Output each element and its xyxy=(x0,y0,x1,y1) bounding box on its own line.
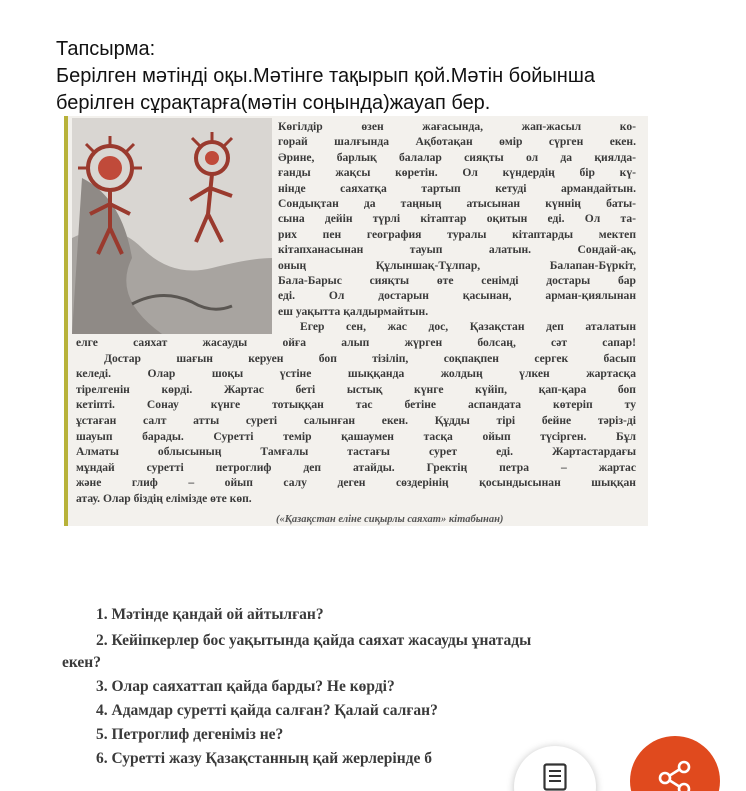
book-text-line: Алматы облысының Тамғалы тастағы сурет еді. Жартастардағы xyxy=(76,445,636,459)
book-text-line: Бала-Барыс сияқты өте сенімді достары бар xyxy=(278,274,636,287)
book-text-line: атау. Олар біздің елімізде өте көп. xyxy=(76,492,252,505)
book-text-line: ғанды жақсы көретін. Ол күндердің бір кү- xyxy=(278,166,636,180)
textbook-page-image xyxy=(64,116,648,526)
book-text-line: кетіпті. Сонау күнге тотыққан тас бетіне аспандата көтеріп ту xyxy=(76,398,636,412)
question-item: 3. Олар саяхаттап қайда барды? Не көрді? xyxy=(96,678,395,695)
task-instruction-line-1: Берілген мәтінді оқы.Мәтінге тақырып қой.Мәтін бойынша xyxy=(56,65,596,87)
book-text-line: Көгілдір өзен жағасында, жап-жасыл ко- xyxy=(278,120,636,133)
document-button[interactable] xyxy=(514,746,596,791)
share-button[interactable] xyxy=(630,736,720,791)
book-text-line: Әрине, барлық балалар сияқты ол да қиялда- xyxy=(278,150,636,164)
book-text-line: және глиф – ойып салу деген сөздерінің қосындысынан шыққан xyxy=(76,476,636,490)
question-item: 6. Суретті жазу Қазақстанның қай жерлерінде б xyxy=(96,750,432,767)
question-item: 2. Кейіпкерлер бос уақытында қайда саяхат жасауды ұнатады xyxy=(96,632,532,649)
book-text-line: шауып барады. Суретті темір қашаумен тасқа ойып түсірген. Бұл xyxy=(76,429,636,443)
book-text-line: ұстаған салт атты суреті салынған екен. Құдды тірі бейне тәріз-ді xyxy=(76,414,636,427)
book-text-line: елге саяхат жасауды ойға алып жүрген болсаң, сәт сапар! xyxy=(76,336,636,349)
book-text-line: келеді. Олар шоқы үстіне шыққанда жолдың үлкен жартасқа xyxy=(76,367,636,381)
document-icon xyxy=(543,763,567,791)
task-header xyxy=(56,36,716,117)
book-text-line: оның Құлыншақ-Тұлпар, Балапан-Бүркіт, xyxy=(278,258,636,272)
book-text-line: кітапханасынан тауып алатын. Сондай-ақ, xyxy=(278,243,636,257)
book-text-line: рих пен география туралы кітаптарды мектеп xyxy=(278,227,636,241)
question-item: 4. Адамдар суретті қайда салған? Қалай салған? xyxy=(96,702,438,719)
book-text-line: еді. Ол достарын қасынан, арман-қиялынан xyxy=(278,289,636,303)
book-source-citation: («Қазақстан еліне сиқырлы саяхат» кітабынан) xyxy=(276,514,504,525)
task-title: Тапсырма: xyxy=(56,38,156,60)
book-text-line: Достар шағын керуен боп тізіліп, соқпақпен сергек басып xyxy=(104,351,636,365)
page-margin-bar xyxy=(64,116,68,526)
question-item: екен? xyxy=(62,654,101,671)
share-icon xyxy=(657,760,693,791)
book-text-line: нінде саяхатқа тартып кетуді армандайтын. xyxy=(278,181,636,195)
book-text-line: мұндай суретті петроглиф деп атайды. Гректің петра – жартас xyxy=(76,460,636,474)
book-text-line: еш уақытта қалдырмайтын. xyxy=(278,304,429,318)
task-instruction-line-2: берілген сұрақтарға(мәтін соңында)жауап бер. xyxy=(56,92,491,114)
petroglyph-illustration xyxy=(72,118,272,334)
book-text-line: Сондықтан да таңның атысынан күннің баты- xyxy=(278,197,636,210)
book-text-line: тірелгенін көрді. Жартас беті ыстық күнге күйіп, қап-қара боп xyxy=(76,382,636,396)
book-text-line: сына дейін түрлі кітаптар оқитын еді. Ол та- xyxy=(278,212,636,226)
book-text-line: горай шалғында Ақботақан өмір сүрген екен. xyxy=(278,135,636,149)
question-item: 5. Петроглиф дегеніміз не? xyxy=(96,726,284,743)
question-item: 1. Мәтінде қандай ой айтылған? xyxy=(96,606,324,623)
book-text-line: Егер сен, жас дос, Қазақстан деп аталатын xyxy=(300,320,636,334)
